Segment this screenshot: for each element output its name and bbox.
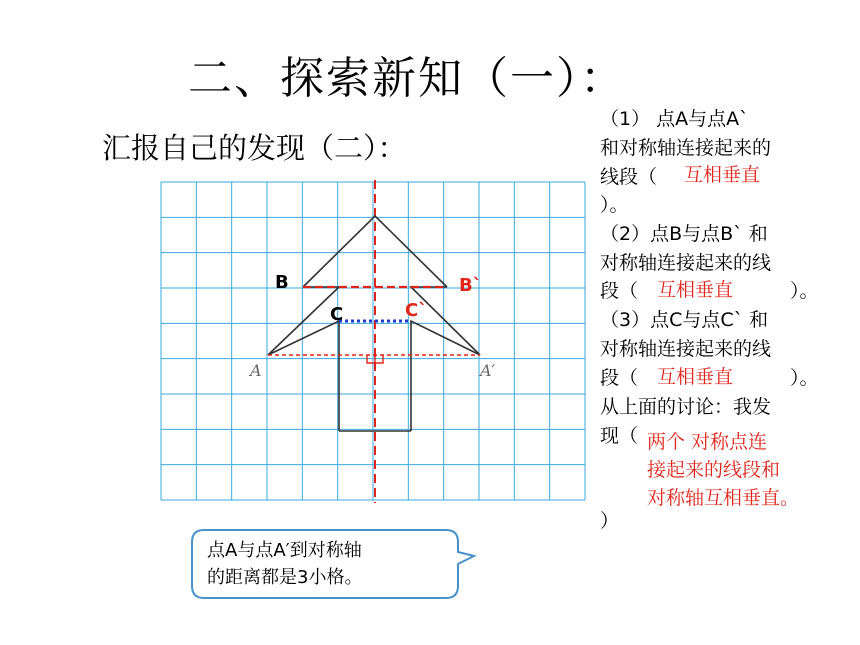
page-title: 二、探索新知（一）： (188, 53, 626, 104)
symmetry-grid-diagram (155, 178, 587, 504)
q1-line4: ）。 (600, 194, 629, 216)
label-a-prime: A′ (480, 361, 496, 380)
q2-line2: 对称轴连接起来的线 (600, 252, 772, 274)
q2-line1: （2）点B与点B` 和 (600, 223, 768, 245)
grid-lines (161, 182, 585, 500)
q3-line3: 段（ (600, 367, 639, 389)
tree-middle-right (411, 287, 480, 355)
tree-middle-left (268, 287, 339, 355)
conclusion-line1: 从上面的讨论：我发 (600, 396, 772, 418)
q1-answer: 互相垂直 (684, 164, 761, 186)
q2-answer: 互相垂直 (657, 279, 734, 301)
callout-line2: 的距离都是3小格。 (207, 567, 363, 588)
q3-answer: 互相垂直 (657, 366, 734, 388)
callout-line1: 点A与点A′到对称轴 (207, 540, 362, 561)
q3-line2: 对称轴连接起来的线 (600, 338, 772, 360)
label-b-prime: B` (459, 275, 482, 296)
label-b: B (275, 272, 289, 293)
q1-line1: （1） 点A与点A` (600, 108, 749, 130)
label-c: C (330, 304, 344, 325)
label-a: A (250, 361, 262, 380)
conclusion-end: ） (600, 510, 620, 532)
conclusion-answer-line2: 接起来的线段和 (647, 459, 781, 481)
tree-lower-right (411, 321, 480, 431)
conclusion-answer-line3: 对称轴互相垂直。 (647, 487, 800, 509)
conclusion-line2: 现（ (600, 425, 639, 447)
q2-line3: 段（ (600, 280, 639, 302)
q1-line3: 线段（ (600, 166, 658, 188)
q2-line3-end: ）。 (790, 280, 819, 302)
page-subtitle: 汇报自己的发现（二）： (102, 131, 407, 165)
q3-line1: （3）点C与点C` 和 (600, 309, 769, 331)
q3-line3-end: ）。 (790, 367, 819, 389)
tree-lower-left (268, 321, 339, 431)
label-c-prime: C` (405, 300, 428, 321)
conclusion-answer-line1: 两个 对称点连 (647, 431, 768, 453)
callout-text (207, 537, 362, 591)
conclusion-answer (647, 428, 799, 512)
q1-line2: 和对称轴连接起来的 (600, 137, 772, 159)
